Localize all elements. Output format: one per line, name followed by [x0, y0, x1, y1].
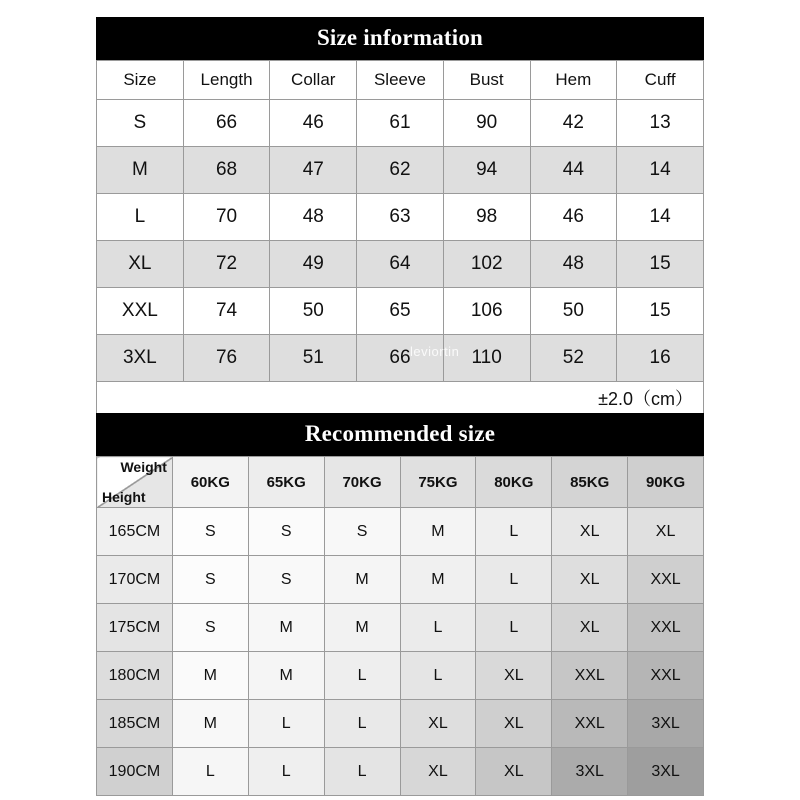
cell-recommended-size: 3XL: [628, 748, 704, 796]
row-header-height: 180CM: [97, 652, 173, 700]
cell-hem: 46: [530, 194, 617, 241]
table-row: [97, 147, 704, 194]
cell-bust: 98: [443, 194, 530, 241]
cell-size: S: [97, 100, 184, 147]
column-header-weight-65: 65KG: [248, 457, 324, 508]
size-information-table: [96, 60, 704, 382]
recommended-size-table: [96, 456, 704, 796]
cell-recommended-size: 3XL: [552, 748, 628, 796]
watermark: leviortin: [410, 344, 460, 359]
cell-recommended-size: M: [400, 556, 476, 604]
table-row: [97, 604, 704, 652]
cell-size: M: [97, 147, 184, 194]
height-axis-label: Height: [102, 489, 146, 505]
table-header-row: [97, 457, 704, 508]
cell-recommended-size: XXL: [552, 652, 628, 700]
column-header-weight-60: 60KG: [172, 457, 248, 508]
cell-sleeve: 65: [357, 288, 444, 335]
cell-recommended-size: XL: [476, 700, 552, 748]
cell-sleeve: 64: [357, 241, 444, 288]
column-header-bust: Bust: [443, 61, 530, 100]
cell-recommended-size: XXL: [628, 604, 704, 652]
tolerance-row: [96, 382, 704, 415]
cell-length: 70: [183, 194, 270, 241]
cell-collar: 50: [270, 288, 357, 335]
recommended-size-title: Recommended size: [96, 413, 704, 456]
table-header-row: [97, 61, 704, 100]
cell-recommended-size: XL: [552, 508, 628, 556]
cell-size: L: [97, 194, 184, 241]
cell-recommended-size: M: [324, 604, 400, 652]
cell-length: 68: [183, 147, 270, 194]
cell-recommended-size: XXL: [628, 652, 704, 700]
recommended-size-block: [96, 413, 704, 796]
cell-cuff: 15: [617, 241, 704, 288]
cell-bust: 90: [443, 100, 530, 147]
cell-size: XXL: [97, 288, 184, 335]
cell-sleeve: 61: [357, 100, 444, 147]
column-header-length: Length: [183, 61, 270, 100]
size-information-block: [96, 17, 704, 415]
tolerance-value: ±2.0（cm）: [598, 389, 693, 409]
cell-cuff: 14: [617, 194, 704, 241]
cell-recommended-size: M: [172, 700, 248, 748]
cell-recommended-size: XXL: [628, 556, 704, 604]
cell-recommended-size: L: [324, 652, 400, 700]
cell-hem: 50: [530, 288, 617, 335]
corner-header-cell: [97, 457, 173, 508]
cell-recommended-size: L: [400, 652, 476, 700]
table-row: [97, 556, 704, 604]
cell-recommended-size: L: [324, 748, 400, 796]
column-header-hem: Hem: [530, 61, 617, 100]
cell-recommended-size: XXL: [552, 700, 628, 748]
cell-recommended-size: XL: [628, 508, 704, 556]
cell-size: 3XL: [97, 335, 184, 382]
row-header-height: 170CM: [97, 556, 173, 604]
cell-recommended-size: XL: [476, 748, 552, 796]
column-header-collar: Collar: [270, 61, 357, 100]
cell-size: XL: [97, 241, 184, 288]
cell-recommended-size: XL: [552, 604, 628, 652]
cell-cuff: 14: [617, 147, 704, 194]
column-header-size: Size: [97, 61, 184, 100]
table-row: [97, 100, 704, 147]
table-row: [97, 194, 704, 241]
cell-collar: 51: [270, 335, 357, 382]
cell-collar: 47: [270, 147, 357, 194]
cell-length: 74: [183, 288, 270, 335]
cell-recommended-size: M: [248, 652, 324, 700]
row-header-height: 175CM: [97, 604, 173, 652]
cell-recommended-size: L: [324, 700, 400, 748]
cell-bust: 94: [443, 147, 530, 194]
table-row: [97, 700, 704, 748]
cell-hem: 48: [530, 241, 617, 288]
cell-cuff: 16: [617, 335, 704, 382]
row-header-height: 165CM: [97, 508, 173, 556]
column-header-weight-80: 80KG: [476, 457, 552, 508]
cell-recommended-size: XL: [476, 652, 552, 700]
table-row: [97, 748, 704, 796]
table-row: [97, 335, 704, 382]
cell-recommended-size: M: [324, 556, 400, 604]
cell-hem: 52: [530, 335, 617, 382]
cell-recommended-size: S: [172, 556, 248, 604]
cell-recommended-size: XL: [400, 700, 476, 748]
cell-recommended-size: XL: [552, 556, 628, 604]
cell-recommended-size: L: [248, 700, 324, 748]
cell-sleeve: 66: [357, 335, 444, 382]
cell-recommended-size: L: [476, 508, 552, 556]
cell-collar: 49: [270, 241, 357, 288]
cell-recommended-size: L: [172, 748, 248, 796]
cell-bust: 110: [443, 335, 530, 382]
cell-recommended-size: S: [248, 556, 324, 604]
cell-collar: 46: [270, 100, 357, 147]
cell-hem: 44: [530, 147, 617, 194]
cell-recommended-size: S: [172, 604, 248, 652]
column-header-weight-70: 70KG: [324, 457, 400, 508]
cell-length: 66: [183, 100, 270, 147]
row-header-height: 185CM: [97, 700, 173, 748]
cell-recommended-size: L: [476, 604, 552, 652]
row-header-height: 190CM: [97, 748, 173, 796]
cell-recommended-size: S: [324, 508, 400, 556]
weight-axis-label: Weight: [120, 459, 167, 475]
column-header-sleeve: Sleeve: [357, 61, 444, 100]
cell-recommended-size: 3XL: [628, 700, 704, 748]
cell-sleeve: 63: [357, 194, 444, 241]
column-header-weight-90: 90KG: [628, 457, 704, 508]
size-information-title: Size information: [96, 17, 704, 60]
column-header-cuff: Cuff: [617, 61, 704, 100]
cell-recommended-size: M: [400, 508, 476, 556]
column-header-weight-75: 75KG: [400, 457, 476, 508]
cell-recommended-size: M: [248, 604, 324, 652]
cell-sleeve: 62: [357, 147, 444, 194]
table-row: [97, 652, 704, 700]
cell-hem: 42: [530, 100, 617, 147]
column-header-weight-85: 85KG: [552, 457, 628, 508]
cell-length: 72: [183, 241, 270, 288]
cell-bust: 106: [443, 288, 530, 335]
table-row: [97, 288, 704, 335]
table-row: [97, 508, 704, 556]
cell-recommended-size: S: [172, 508, 248, 556]
cell-recommended-size: M: [172, 652, 248, 700]
cell-recommended-size: L: [400, 604, 476, 652]
cell-recommended-size: S: [248, 508, 324, 556]
cell-cuff: 15: [617, 288, 704, 335]
cell-collar: 48: [270, 194, 357, 241]
cell-recommended-size: L: [248, 748, 324, 796]
cell-recommended-size: XL: [400, 748, 476, 796]
cell-bust: 102: [443, 241, 530, 288]
cell-recommended-size: L: [476, 556, 552, 604]
table-row: [97, 241, 704, 288]
cell-cuff: 13: [617, 100, 704, 147]
cell-length: 76: [183, 335, 270, 382]
